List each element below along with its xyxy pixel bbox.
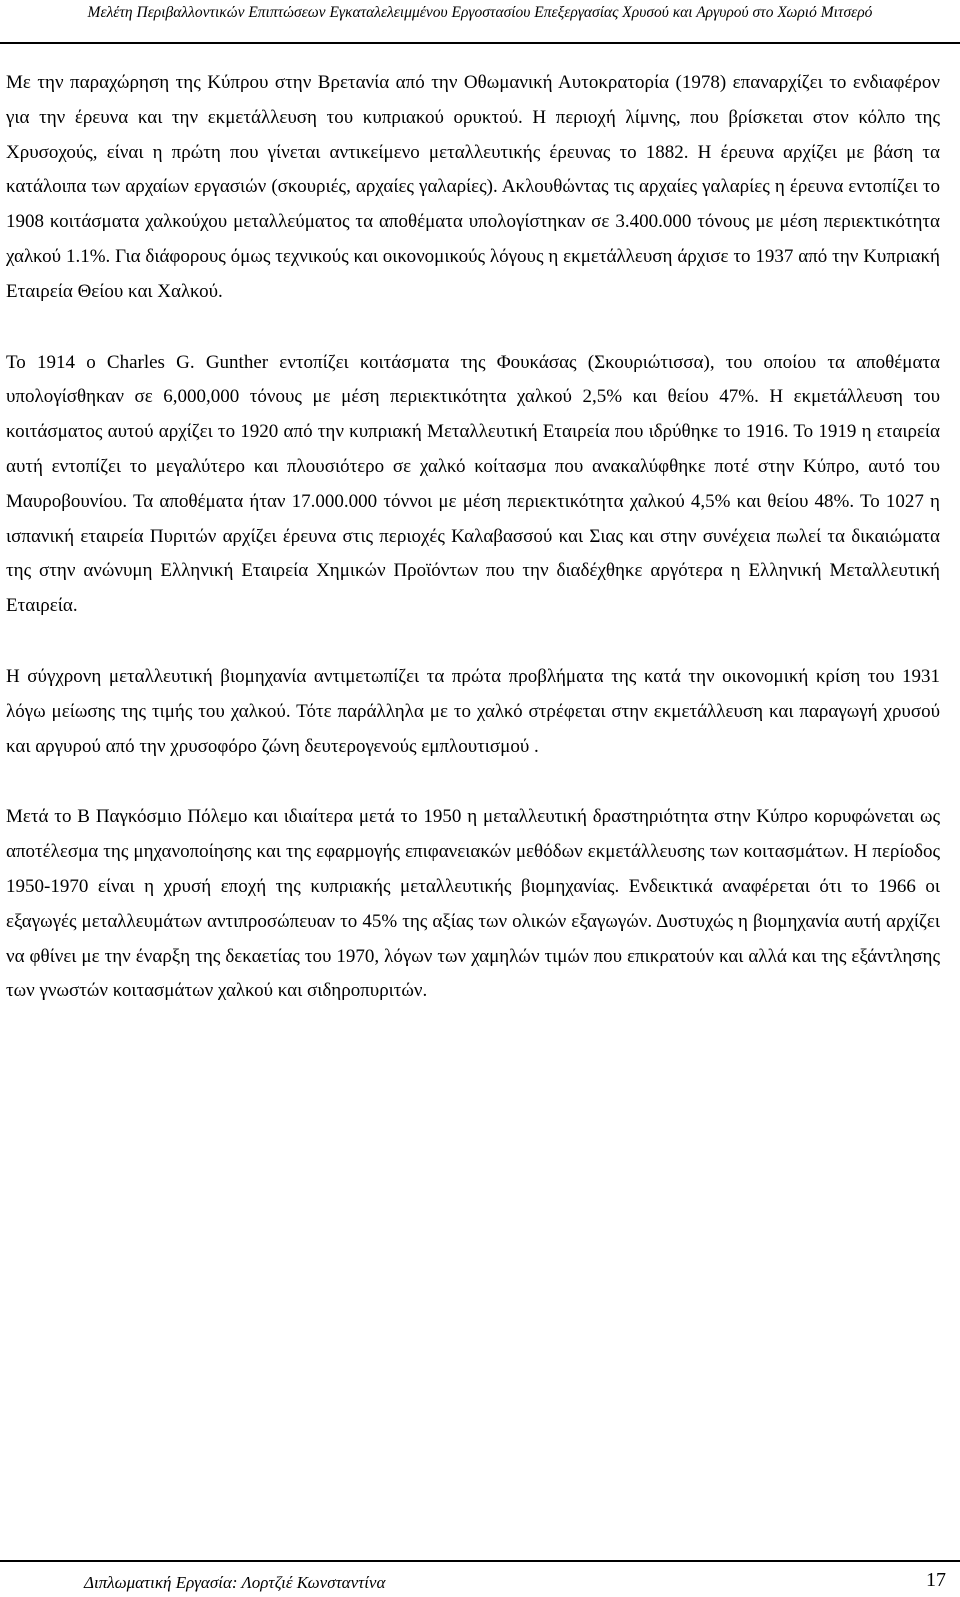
header-rule [0,42,960,44]
footer-title: Διπλωματική Εργασία: Λορτζιέ Κωνσταντίνα [84,1573,386,1592]
paragraph-british-era: Με την παραχώρηση της Κύπρου στην Βρετανία από την Οθωμανική Αυτοκρατορία (1978) επαναρχίζει το ενδιαφέρον για την έρευνα και την εκμετάλλευση του κυπριακού ορυκτού. Η περιοχή λίμνης, που βρίσκεται στον κόλπο της Χρυσοχούς, είναι η πρώτη που γίνεται αντικείμενο μεταλλευτικής έρευνας το 1882. Η έρευνα αρχίζει με βάση τα κατάλοιπα των αρχαίων εργασιών (σκουριές, αρχαίες γαλαρίες). Ακλουθώντας τις αρχαίες γαλαρίες η έρευνα εντοπίζει το 1908 κοιτάσματα χαλκούχου μεταλλεύματος τα αποθέματα υπολογίστηκαν σε 3.400.000 τόνους με μέση περιεκτικότητα χαλκού 1.1%. Για διάφορους όμως τεχνικούς και οικονομικούς λόγους η εκμετάλλευση άρχισε το 1937 από την Κυπριακή Εταιρεία Θείου και Χαλκού. [6,72,940,302]
page-footer [0,1560,960,1597]
document-body [6,66,940,1045]
paragraph-1931-crisis: Η σύγχρονη μεταλλευτική βιομηχανία αντιμετωπίζει τα πρώτα προβλήματα της κατά την οικονομική κρίση του 1931 λόγω μείωσης της τιμής του χαλκού. Τότε παράλληλα με το χαλκό στρέφεται στην εκμετάλλευση και παραγωγή χρυσού και αργυρού από την χρυσοφόρο ζώνη δευτερογενούς εμπλουτισμού . [6,665,940,757]
running-title: Μελέτη Περιβαλλοντικών Επιπτώσεων Εγκαταλελειμμένου Εργοστασίου Επεξεργασίας Χρυσού και Αργυρού στο Χωριό Μιτσερό [87,4,873,21]
page-number: 17 [926,1569,946,1591]
footer-rule [0,1560,960,1562]
paragraph-post-war-mining: Μετά το Β Παγκόσμιο Πόλεμο και ιδιαίτερα μετά το 1950 η μεταλλευτική δραστηριότητα στην Κύπρο κορυφώνεται ως αποτέλεσμα της μηχανοποίησης και της εφαρμογής επιφανειακών μεθόδων εκμετάλλευσης των κοιτασμάτων. Η περίοδος 1950-1970 είναι η χρυσή εποχή της κυπριακής μεταλλευτικής βιομηχανίας. Ενδεικτικά αναφέρεται ότι το 1966 οι εξαγωγές μεταλλευμάτων αντιπροσώπευαν το 45% της αξίας των ολικών εξαγωγών. Δυστυχώς η βιομηχανία αυτή αρχίζει να φθίνει με την έναρξη της δεκαετίας του 1970, λόγων των χαμηλών τιμών που επικρατούν και αλλά και της εξάντλησης των γνωστών κοιτασμάτων χαλκού και σιδηροπυριτών. [6,806,940,1002]
page-header [0,0,960,46]
paragraph-gunther-discoveries: Το 1914 ο Charles G. Gunther εντοπίζει κοιτάσματα της Φουκάσας (Σκουριώτισσα), του οποίου τα αποθέματα υπολογίσθηκαν σε 6,000,000 τόνους με μέση περιεκτικότητα χαλκού 2,5% και θείου 47%. Η εκμετάλλευση του κοιτάσματος αυτού αρχίζει το 1920 από την κυπριακή Μεταλλευτική Εταιρεία που ιδρύθηκε το 1916. Το 1919 η εταιρεία αυτή εντοπίζει το μεγαλύτερο και πλουσιότερο σε χαλκό κοίτασμα που ανακαλύφθηκε ποτέ στην Κύπρο, αυτό του Μαυροβουνίου. Τα αποθέματα ήταν 17.000.000 τόννοι με μέση περιεκτικότητα χαλκού 4,5% και θείου 48%. Το 1027 η ισπανική εταιρεία Πυριτών αρχίζει έρευνα στις περιοχές Καλαβασσού και Σιας και στην συνέχεια πωλεί τα δικαιώματα της στην ανώνυμη Ελληνική Εταιρεία Χημικών Προϊόντων που την διαδέχθηκε αργότερα η Ελληνική Μεταλλευτική Εταιρεία. [6,351,940,617]
